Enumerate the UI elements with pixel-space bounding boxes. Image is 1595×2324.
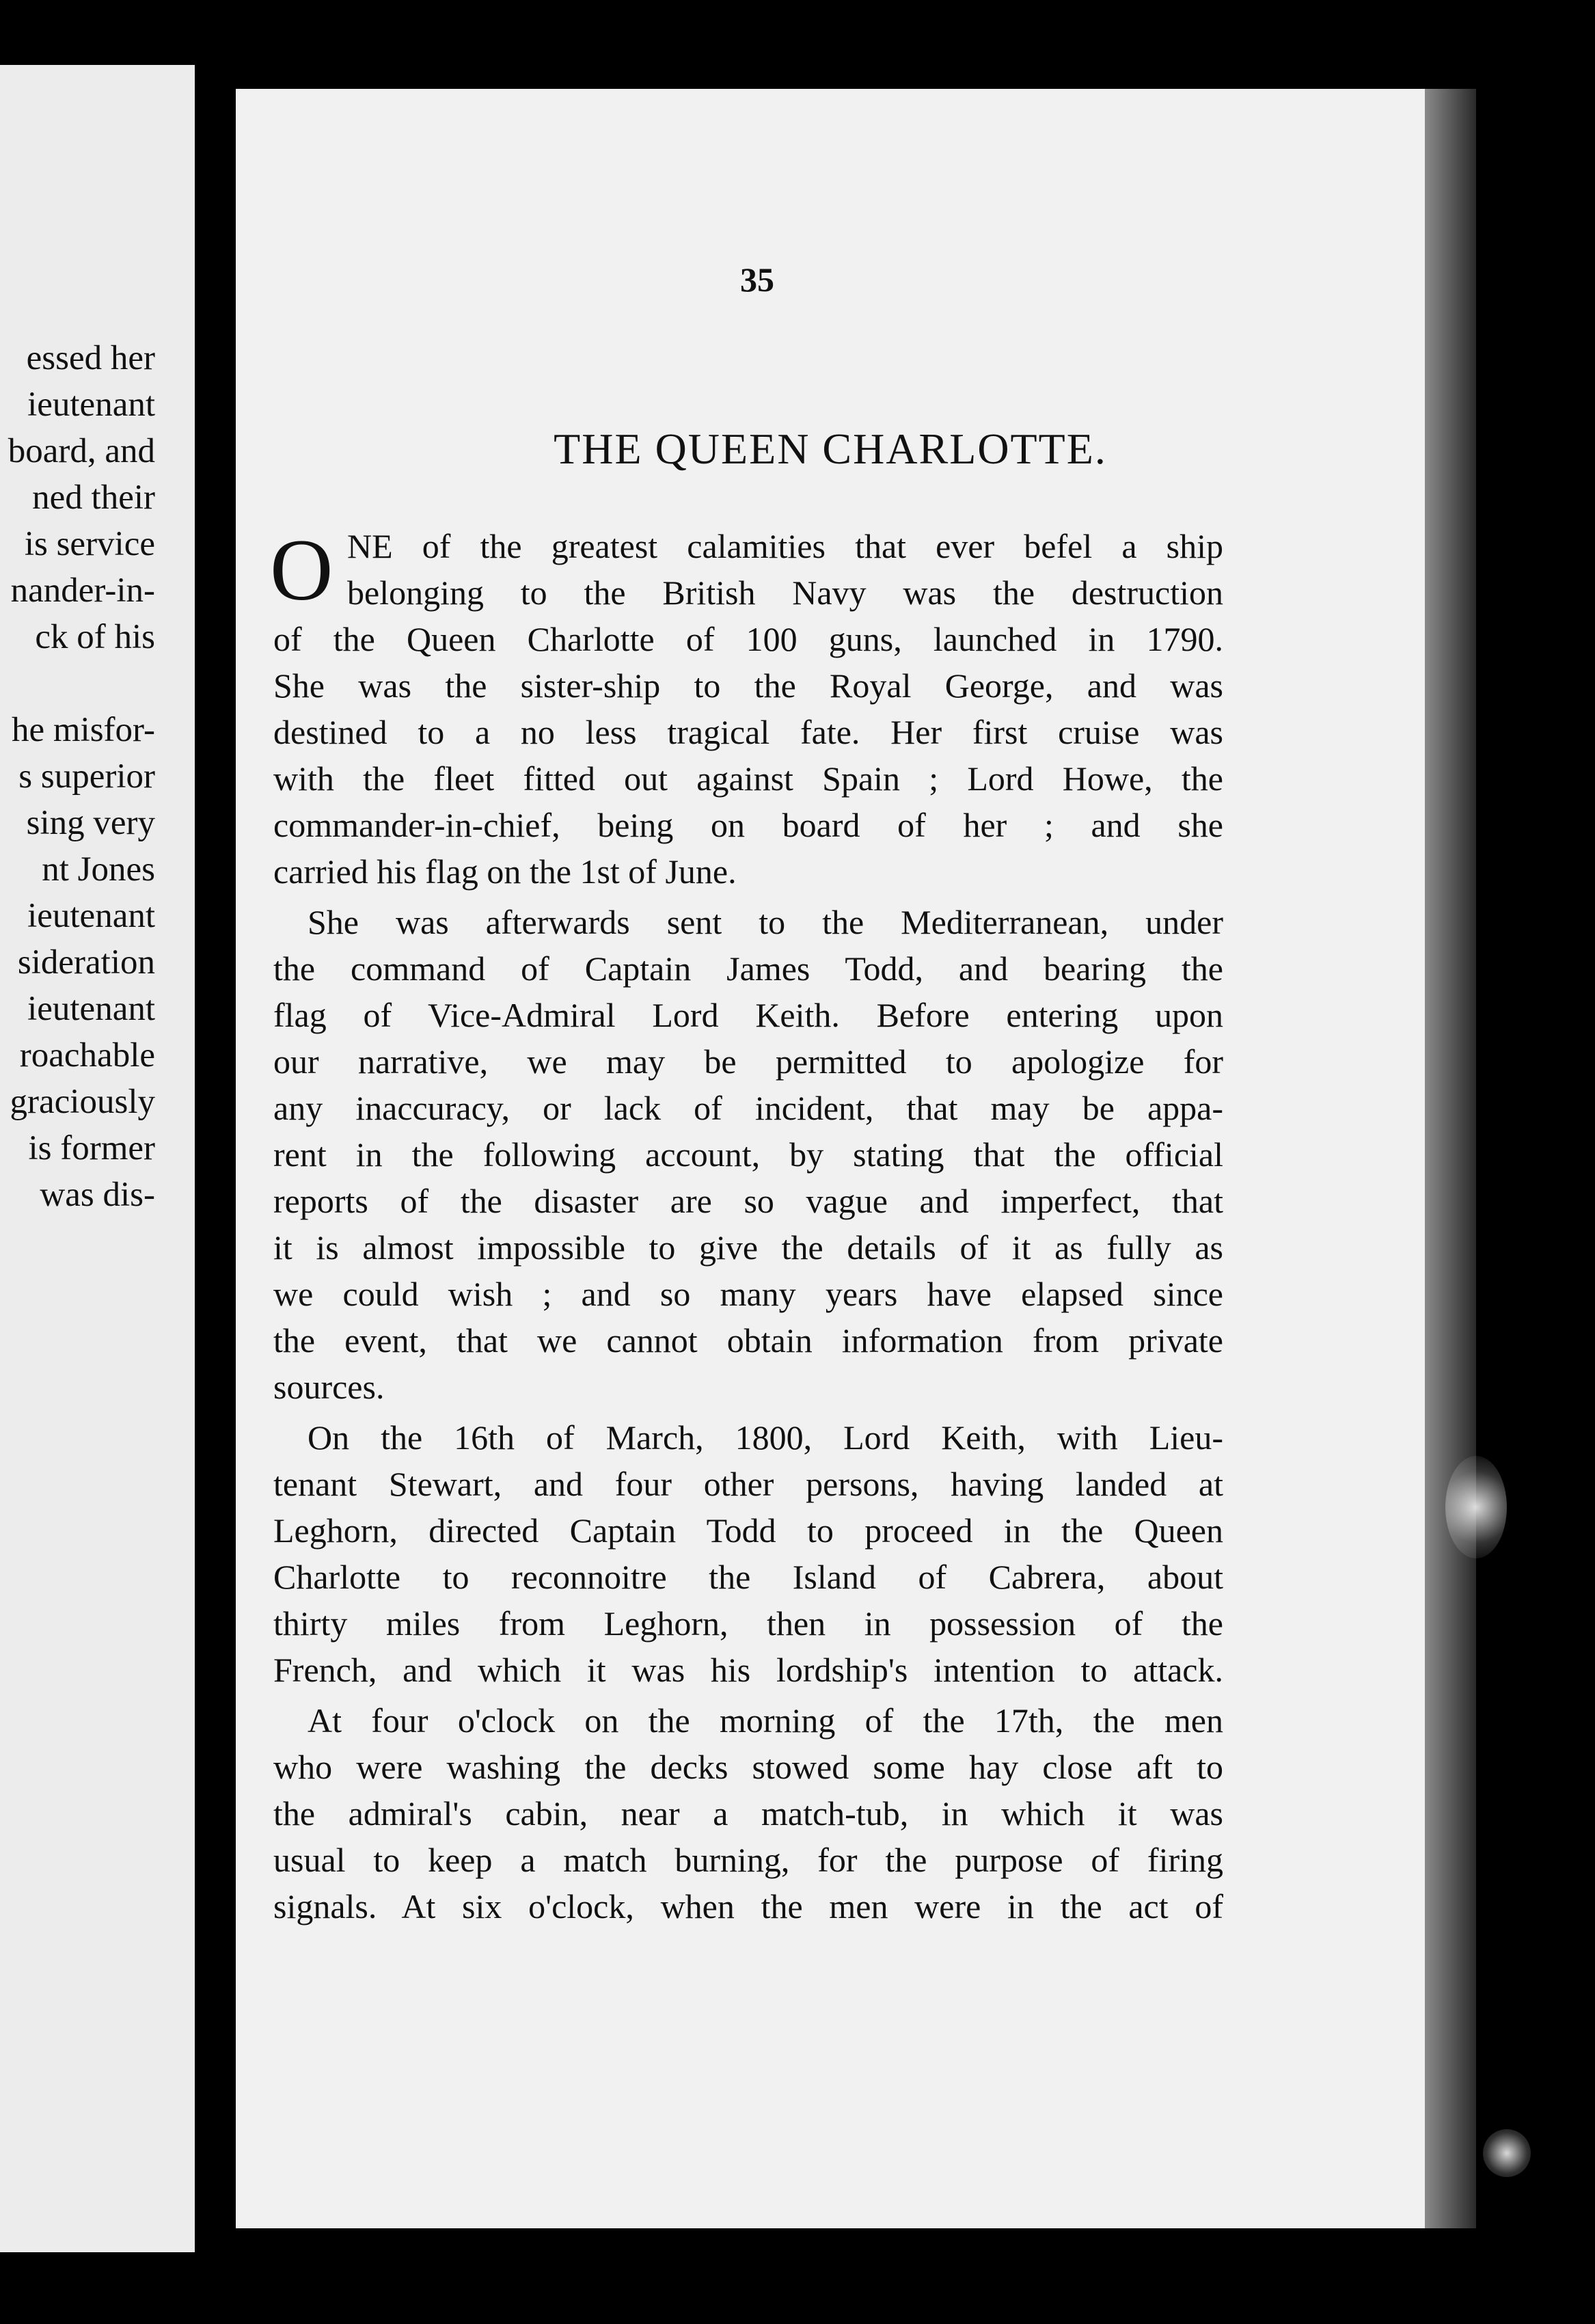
body-line: tenant Stewart, and four other persons, having landed at <box>273 1465 1223 1503</box>
left-page-line: ned their <box>32 478 155 517</box>
body-line: any inaccuracy, or lack of incident, that may be appa- <box>273 1089 1223 1127</box>
left-page-line: ieutenant <box>27 386 155 424</box>
body-line: carried his flag on the 1st of June. <box>273 852 737 891</box>
left-page-line: ck of his <box>35 618 155 656</box>
left-page-line: was dis- <box>40 1176 155 1214</box>
left-page-line: s superior <box>18 757 155 796</box>
left-page-line: nt Jones <box>42 850 155 889</box>
scan-artifact <box>1483 2129 1531 2177</box>
left-page-line: sing very <box>26 804 155 842</box>
left-page-line: board, and <box>8 432 155 470</box>
body-line: we could wish ; and so many years have elapsed since <box>273 1275 1223 1313</box>
body-line: the event, that we cannot obtain information from private <box>273 1321 1223 1360</box>
body-line: of the Queen Charlotte of 100 guns, launched in 1790. <box>273 620 1223 658</box>
body-line: flag of Vice-Admiral Lord Keith. Before entering upon <box>273 996 1223 1034</box>
body-line: sources. <box>273 1368 385 1406</box>
body-line: Leghorn, directed Captain Todd to proceed in the Queen <box>273 1511 1223 1550</box>
left-page-line: essed her <box>26 339 155 377</box>
page-edge-shadow <box>1425 89 1476 2228</box>
body-line: the command of Captain James Todd, and bearing the <box>273 949 1223 988</box>
left-page-line: is former <box>28 1129 155 1167</box>
body-line: destined to a no less tragical fate. Her first cruise was <box>273 713 1223 751</box>
body-line: the admiral's cabin, near a match-tub, in which it was <box>273 1794 1223 1833</box>
book-page <box>236 89 1425 2228</box>
body-line: She was afterwards sent to the Mediterranean, under <box>308 903 1223 941</box>
body-line: belonging to the British Navy was the destruction <box>347 573 1223 612</box>
left-page-line: is service <box>24 525 155 563</box>
drop-cap: O <box>270 522 333 619</box>
left-facing-page <box>0 65 195 2252</box>
chapter-title: THE QUEEN CHARLOTTE. <box>554 424 1107 473</box>
body-line: it is almost impossible to give the details of it as fully as <box>273 1228 1223 1267</box>
left-page-line: sideration <box>17 943 155 982</box>
left-page-line: ieutenant <box>27 897 155 935</box>
left-page-line: graciously <box>10 1083 155 1121</box>
body-line: French, and which it was his lordship's intention to attack. <box>273 1651 1223 1689</box>
body-line: our narrative, we may be permitted to apologize for <box>273 1042 1223 1081</box>
scan-artifact <box>1445 1456 1507 1558</box>
body-line: Charlotte to reconnoitre the Island of Cabrera, about <box>273 1558 1223 1596</box>
body-line: usual to keep a match burning, for the purpose of firing <box>273 1841 1223 1879</box>
body-line: She was the sister-ship to the Royal George, and was <box>273 666 1223 705</box>
body-line: NE of the greatest calamities that ever befel a ship <box>347 527 1223 565</box>
body-line: with the fleet fitted out against Spain ; Lord Howe, the <box>273 759 1223 798</box>
body-line: rent in the following account, by stating that the official <box>273 1135 1223 1174</box>
left-page-line: ieutenant <box>27 990 155 1028</box>
body-line: At four o'clock on the morning of the 17th, the men <box>308 1701 1223 1740</box>
body-line: signals. At six o'clock, when the men were in the act of <box>273 1887 1223 1926</box>
body-line: thirty miles from Leghorn, then in possession of the <box>273 1604 1223 1643</box>
body-line: who were washing the decks stowed some hay close aft to <box>273 1748 1223 1786</box>
body-line: reports of the disaster are so vague and imperfect, that <box>273 1182 1223 1220</box>
left-page-line: nander-in- <box>10 571 155 610</box>
page-number: 35 <box>740 260 774 299</box>
body-line: On the 16th of March, 1800, Lord Keith, with Lieu- <box>308 1418 1223 1457</box>
left-page-line: he misfor- <box>11 711 155 749</box>
body-line: commander-in-chief, being on board of her ; and she <box>273 806 1223 844</box>
left-page-line: roachable <box>19 1036 155 1075</box>
